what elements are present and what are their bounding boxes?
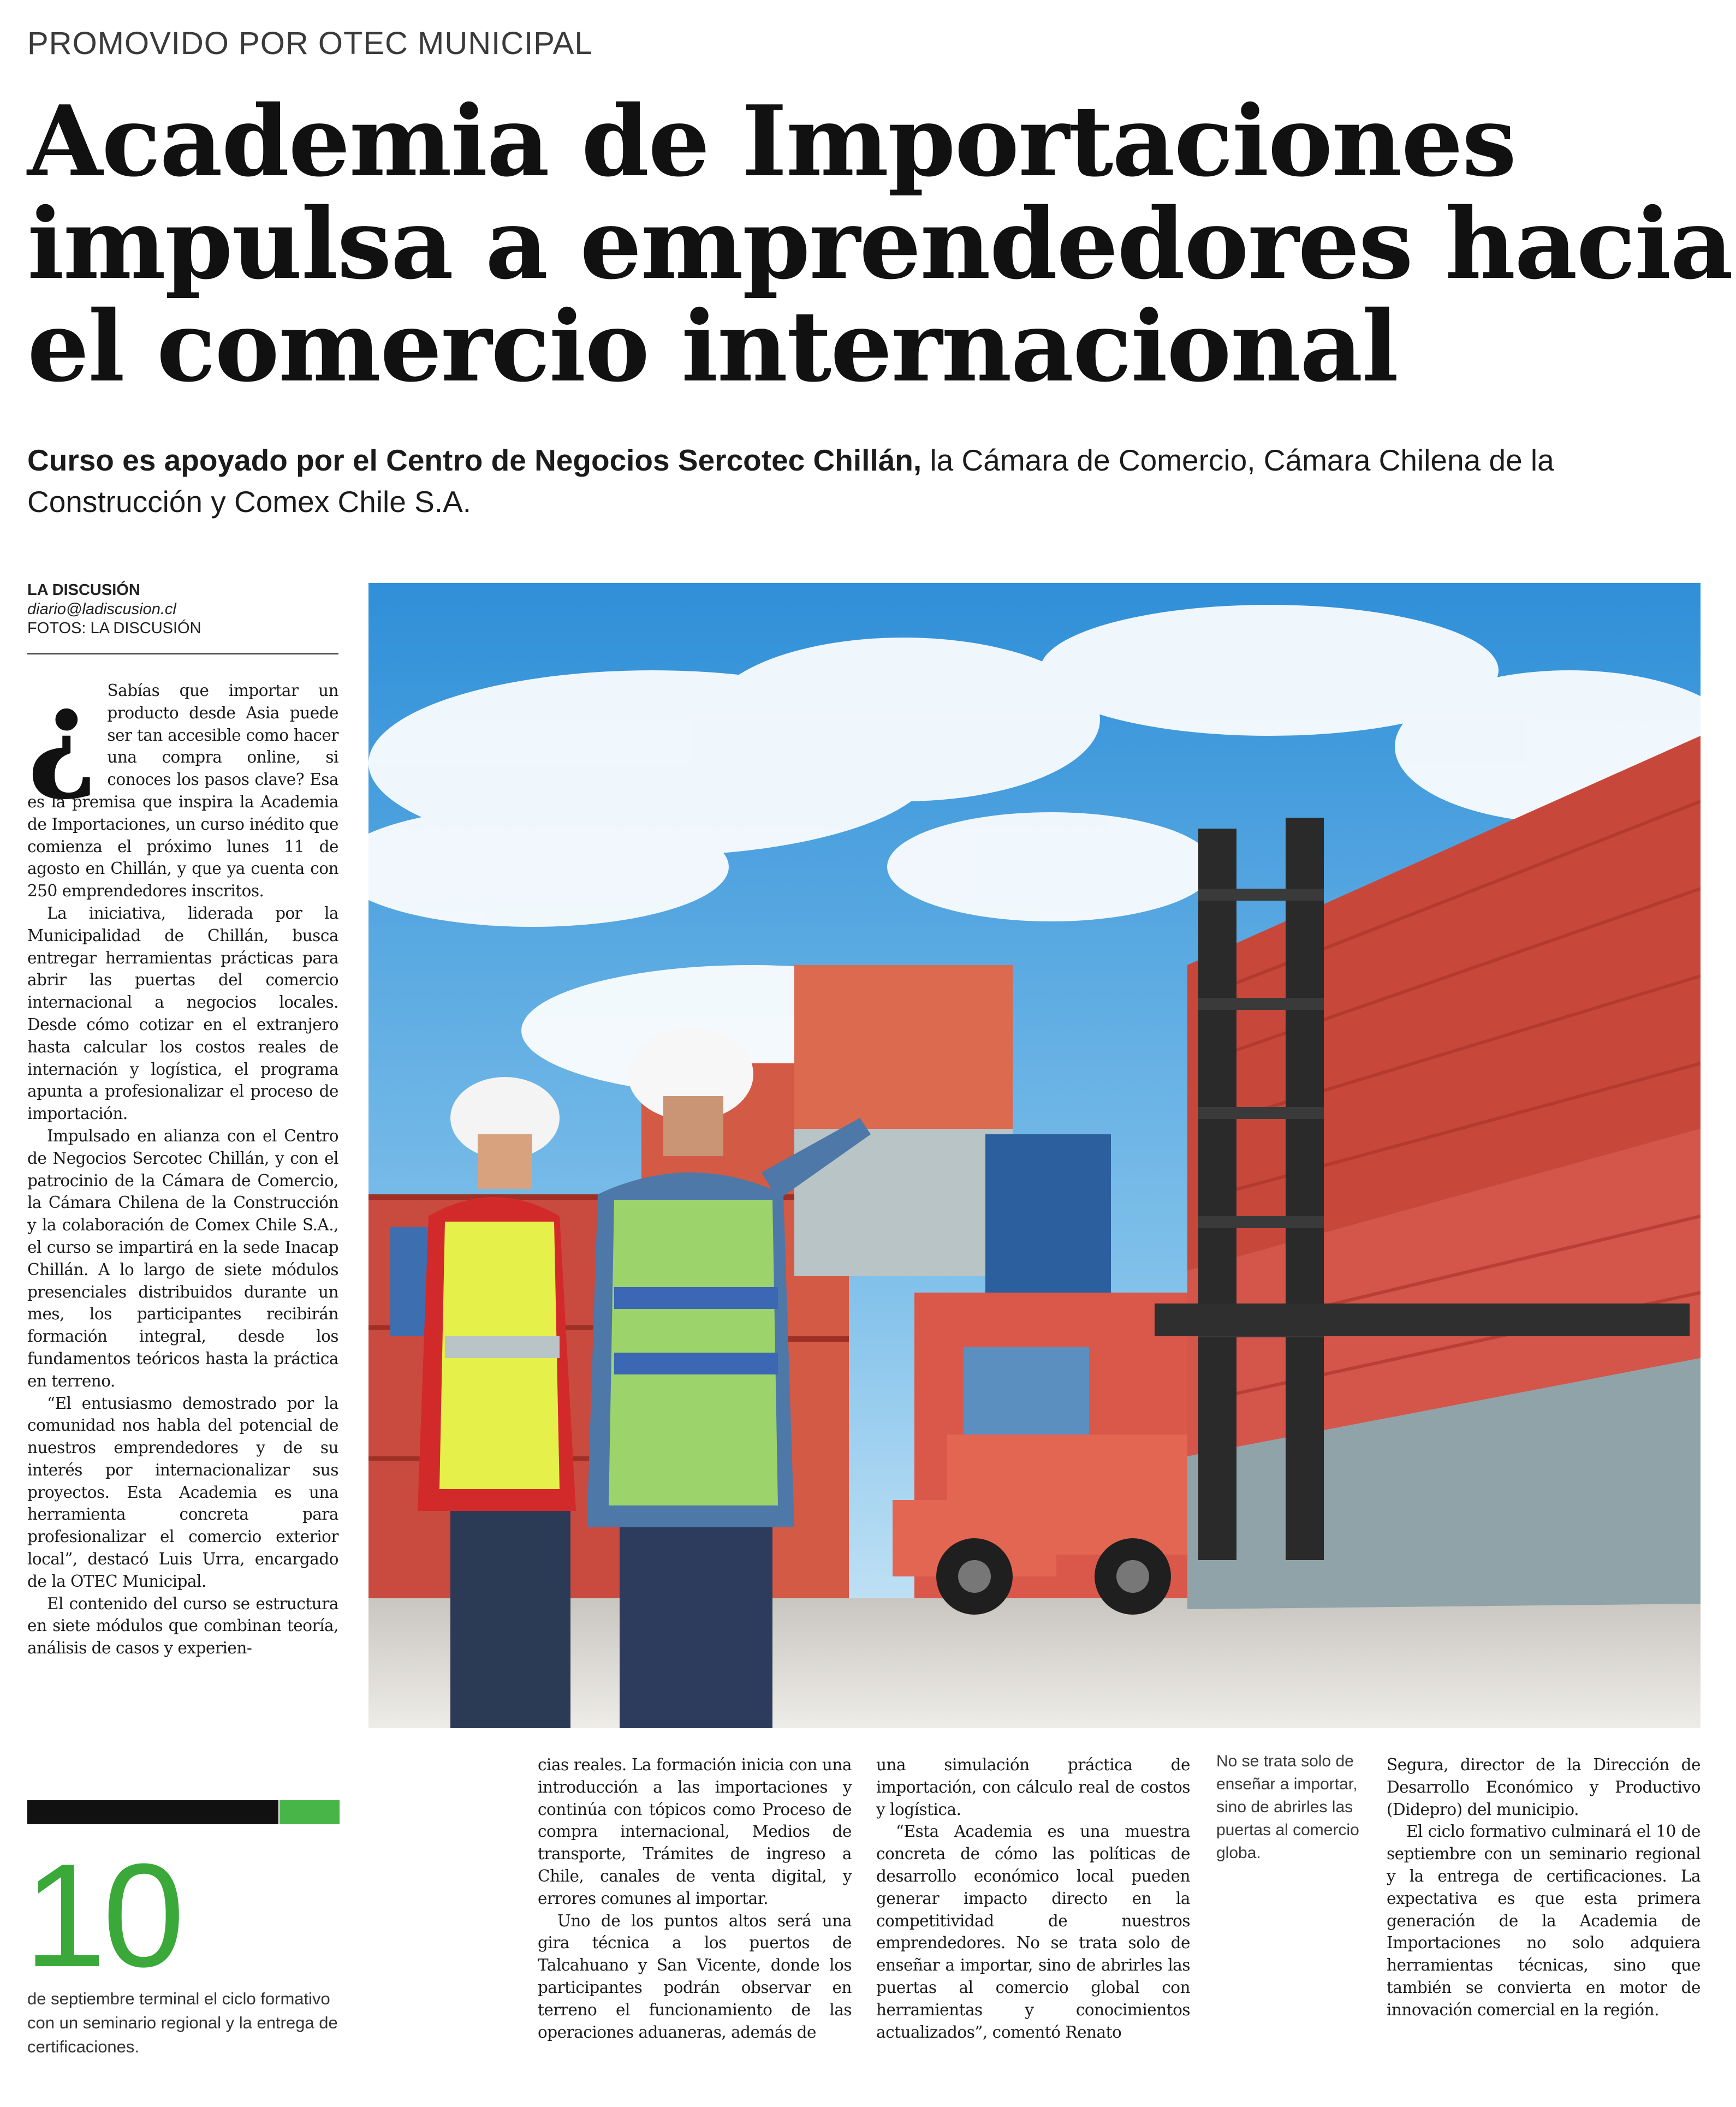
headline-line-2: impulsa a emprendedores hacia	[27, 187, 1732, 301]
headline-line-3: el comercio internacional	[27, 289, 1398, 403]
factbox-bar-green	[280, 1800, 340, 1824]
deck-rest: la Cámara de Comercio, Cámara Chilena de la Construcción y Comex Chile S.A.	[27, 443, 1554, 519]
factbox-text: de septiembre terminal el ciclo formativo con un seminario regional y la entrega de certificaciones.	[27, 1989, 338, 2056]
paragraph-7: Uno de los puntos altos será una gira técnica a los puertos de Talcahuano y San Vicente, donde los participantes podrán observar en terreno el funcionamiento de las operaciones aduaneras, además de	[538, 1911, 852, 2041]
paragraph-6: cias reales. La formación inicia con una introducción a las importaciones y continúa con tópicos como Proceso de compra internacional, Medios de transporte, Trámites de ingreso a Chile, canales de venta digital, y errores comunes al importar.	[538, 1755, 852, 1908]
body-column-2	[538, 1754, 852, 2043]
paragraph-8: una simulación práctica de importación, con cálculo real de costos y logística.	[876, 1755, 1190, 1819]
paragraph-11: El ciclo formativo culminará el 10 de septiembre con un seminario regional y la entrega de certificaciones. La expectativa es que esta primera generación de la Academia de Importaciones no solo adquiera herramientas técnicas, sino que también se convierta en motor de innovación comercial en la región.	[1387, 1822, 1701, 2019]
drop-cap: ¿	[27, 663, 98, 804]
paragraph-10: Segura, director de la Dirección de Desarrollo Económico y Productivo (Didepro) del municipio.	[1387, 1755, 1701, 1819]
factbox-bar-black	[27, 1800, 278, 1824]
body-column-5	[1387, 1754, 1701, 2021]
pull-quote: No se trata solo de enseñar a importar, sino de abrirles las puertas al comercio globa.	[1216, 1752, 1359, 1862]
factbox-number: 10	[24, 1834, 182, 1998]
deck-bold: Curso es apoyado por el Centro de Negocios Sercotec Chillán,	[27, 443, 922, 477]
headline	[27, 84, 1732, 403]
byline-divider	[27, 653, 338, 654]
body-column-3	[876, 1754, 1190, 2043]
headline-line-1: Academia de Importaciones	[27, 84, 1516, 198]
byline-org: LA DISCUSIÓN	[27, 581, 140, 599]
byline-email[interactable]: diario@ladiscusion.cl	[27, 600, 176, 618]
paragraph-3: Impulsado en alianza con el Centro de Negocios Sercotec Chillán, y con el patrocinio de la Cámara de Comercio, la Cámara Chilena de la Construcción y la colaboración de Comex Chile S.A., el curso se impartirá en la sede Inacap Chillán. A lo largo de siete módulos presenciales distribuidos durante un mes, los participantes recibirán formación integral, desde los fundamentos teóricos hasta la práctica en terreno.	[27, 1126, 338, 1390]
body-column-1	[27, 663, 338, 1659]
section-kicker: PROMOVIDO POR OTEC MUNICIPAL	[27, 26, 593, 61]
container-yard-photo-icon	[368, 583, 1701, 1728]
paragraph-5: El contenido del curso se estructura en siete módulos que combinan teoría, análisis de casos y experien-	[27, 1594, 338, 1658]
deck-subtitle	[27, 439, 1709, 522]
byline-photos: FOTOS: LA DISCUSIÓN	[27, 620, 201, 637]
paragraph-4: “El entusiasmo demostrado por la comunidad nos habla del potencial de nuestros emprendedores y de su interés por internacionalizar sus proyectos. Esta Academia es una herramienta concreta para profesionalizar el comercio exterior local”, destacó Luis Urra, encargado de la OTEC Municipal.	[27, 1394, 338, 1591]
paragraph-2: La iniciativa, liderada por la Municipalidad de Chillán, busca entregar herramientas prácticas para abrir las puertas del comercio internacional a negocios locales. Desde cómo cotizar en el extranjero hasta calcular los costos reales de internación y logística, el programa apunta a profesionalizar el proceso de importación.	[27, 903, 338, 1123]
paragraph-9: “Esta Academia es una muestra concreta de cómo las políticas de desarrollo económico local pueden generar impacto directo en la competitividad de nuestros emprendedores. No se trata solo de enseñar a importar, sino de abrirles las puertas al comercio global con herramientas y conocimientos actualizados”, comentó Renato	[876, 1822, 1190, 2041]
byline	[27, 581, 338, 638]
main-photo	[368, 583, 1701, 1728]
paragraph-1: Sabías que importar un producto desde Asia puede ser tan accesible como hacer una compra online, si conoces los pasos clave? Esa es la premisa que inspira la Academia de Importaciones, un curso inédito que comienza el próximo lunes 11 de agosto en Chillán, y que ya cuenta con 250 emprendedores inscritos.	[27, 681, 338, 901]
